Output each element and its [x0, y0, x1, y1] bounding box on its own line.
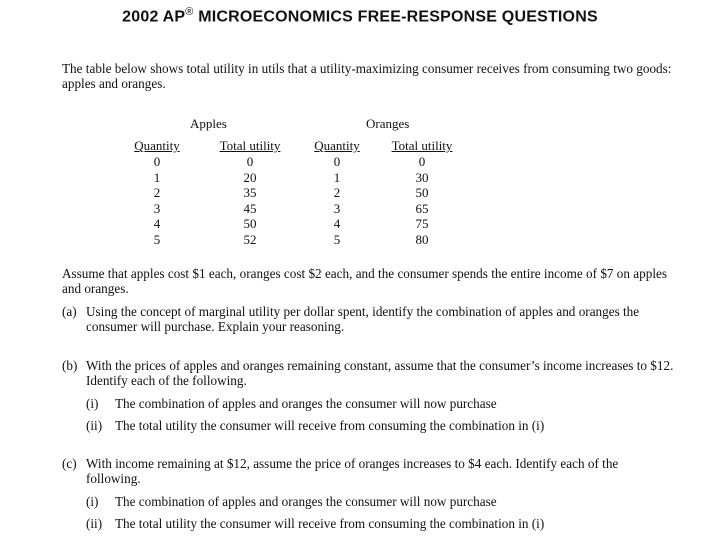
intro-paragraph: The table below shows total utility in utils that a utility-maximizing consumer receives from consuming two goods: apples and oranges. [62, 61, 672, 91]
apples-group-label: Apples [190, 116, 227, 131]
table-cell: 50 [415, 185, 429, 201]
title-suffix: MICROECONOMICS FREE-RESPONSE QUESTIONS [193, 8, 598, 26]
part-c-label: (c) [62, 456, 77, 471]
table-cell: 4 [333, 216, 341, 232]
column-header: Total utility [391, 138, 453, 153]
table-cell: 3 [333, 200, 341, 216]
apples-quantity-column [126, 138, 188, 248]
part-b-text: With the prices of apples and oranges remaining constant, assume that the consumer’s income increases to $12. Identify each of the following. [86, 358, 674, 388]
column-header: Quantity [134, 138, 180, 153]
table-cell: 52 [243, 231, 257, 247]
table-cell: 75 [415, 216, 429, 232]
part-c-ii-label: (ii) [86, 516, 103, 531]
table-cell: 3 [153, 200, 161, 216]
table-cell: 2 [153, 185, 161, 201]
part-a-text: Using the concept of marginal utility per dollar spent, identify the combination of apples and oranges the consumer will purchase. Explain your reasoning. [86, 304, 640, 334]
table-cell: 50 [243, 216, 257, 232]
table-cell: 20 [243, 169, 257, 185]
part-b-label: (b) [62, 358, 78, 373]
oranges-quantity-column [306, 138, 368, 248]
part-b-i-label: (i) [86, 396, 99, 411]
table-cell: 0 [153, 154, 161, 169]
part-b-i-text: The combination of apples and oranges the consumer will now purchase [115, 396, 497, 411]
table-cell: 35 [243, 185, 257, 201]
apples-utility-column [214, 138, 286, 248]
part-c-ii-text: The total utility the consumer will receive from consuming the combination in (i) [115, 516, 545, 531]
part-b-ii-text: The total utility the consumer will receive from consuming the combination in (i) [115, 418, 545, 433]
part-a-label: (a) [62, 304, 77, 319]
table-cell: 65 [415, 200, 429, 216]
title-prefix: 2002 AP [122, 8, 186, 26]
table-cell: 0 [418, 154, 426, 169]
registered-mark: ® [185, 6, 194, 18]
table-cell: 30 [415, 169, 429, 185]
table-cell: 1 [333, 169, 341, 185]
table-cell: 4 [153, 216, 161, 232]
table-cell: 2 [333, 185, 341, 201]
table-cell: 1 [153, 169, 161, 185]
table-cell: 5 [153, 231, 161, 247]
table-cell: 80 [415, 231, 429, 247]
table-cell: 5 [333, 231, 341, 247]
part-c-text: With income remaining at $12, assume the price of oranges increases to $4 each. Identify each of the following. [86, 456, 619, 486]
table-cell: 0 [333, 154, 341, 169]
part-c-i-label: (i) [86, 494, 99, 509]
oranges-group-label: Oranges [366, 116, 410, 131]
column-header: Quantity [314, 138, 360, 153]
assumption-paragraph: Assume that apples cost $1 each, oranges cost $2 each, and the consumer spends the entire income of $7 on apples and oranges. [62, 266, 667, 296]
column-header: Total utility [219, 138, 281, 153]
table-cell: 0 [246, 154, 254, 169]
table-cell: 45 [243, 200, 257, 216]
oranges-utility-column [386, 138, 458, 248]
part-b-ii-label: (ii) [86, 418, 103, 433]
part-c-i-text: The combination of apples and oranges the consumer will now purchase [115, 494, 497, 509]
page-title [0, 6, 720, 26]
